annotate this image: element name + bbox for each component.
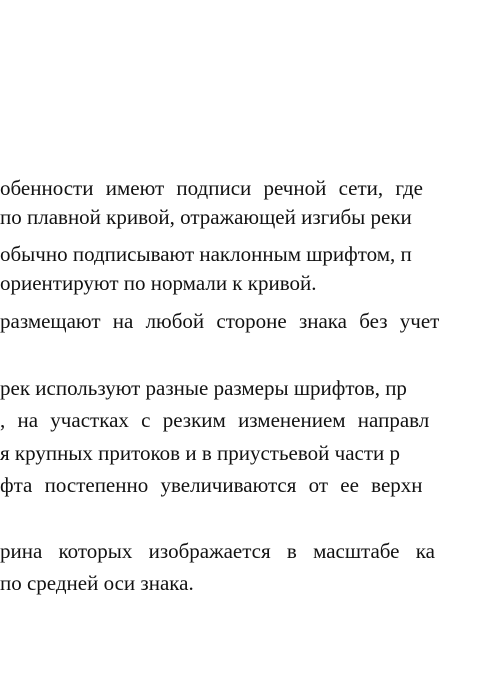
text-line-11: по средней оси знака. xyxy=(0,571,194,595)
text-line-6: рек используют разные размеры шрифтов, пр xyxy=(0,376,407,400)
text-line-8: я крупных притоков и в приустьевой части р xyxy=(0,441,401,465)
text-line-1: обенности имеют подписи речной сети, где xyxy=(0,176,423,200)
text-line-5: размещают на любой стороне знака без учет xyxy=(0,309,440,333)
text-line-7: , на участках с резким изменением направл xyxy=(0,408,430,432)
text-line-3: обычно подписывают наклонным шрифтом, п xyxy=(0,242,412,266)
text-line-2: по плавной кривой, отражающей изгибы реки xyxy=(0,205,412,229)
text-line-10: рина которых изображается в масштабе ка xyxy=(0,539,435,563)
text-line-4: ориентируют по нормали к кривой. xyxy=(0,271,317,295)
text-line-9: фта постепенно увеличиваются от ее верхн xyxy=(0,473,423,497)
